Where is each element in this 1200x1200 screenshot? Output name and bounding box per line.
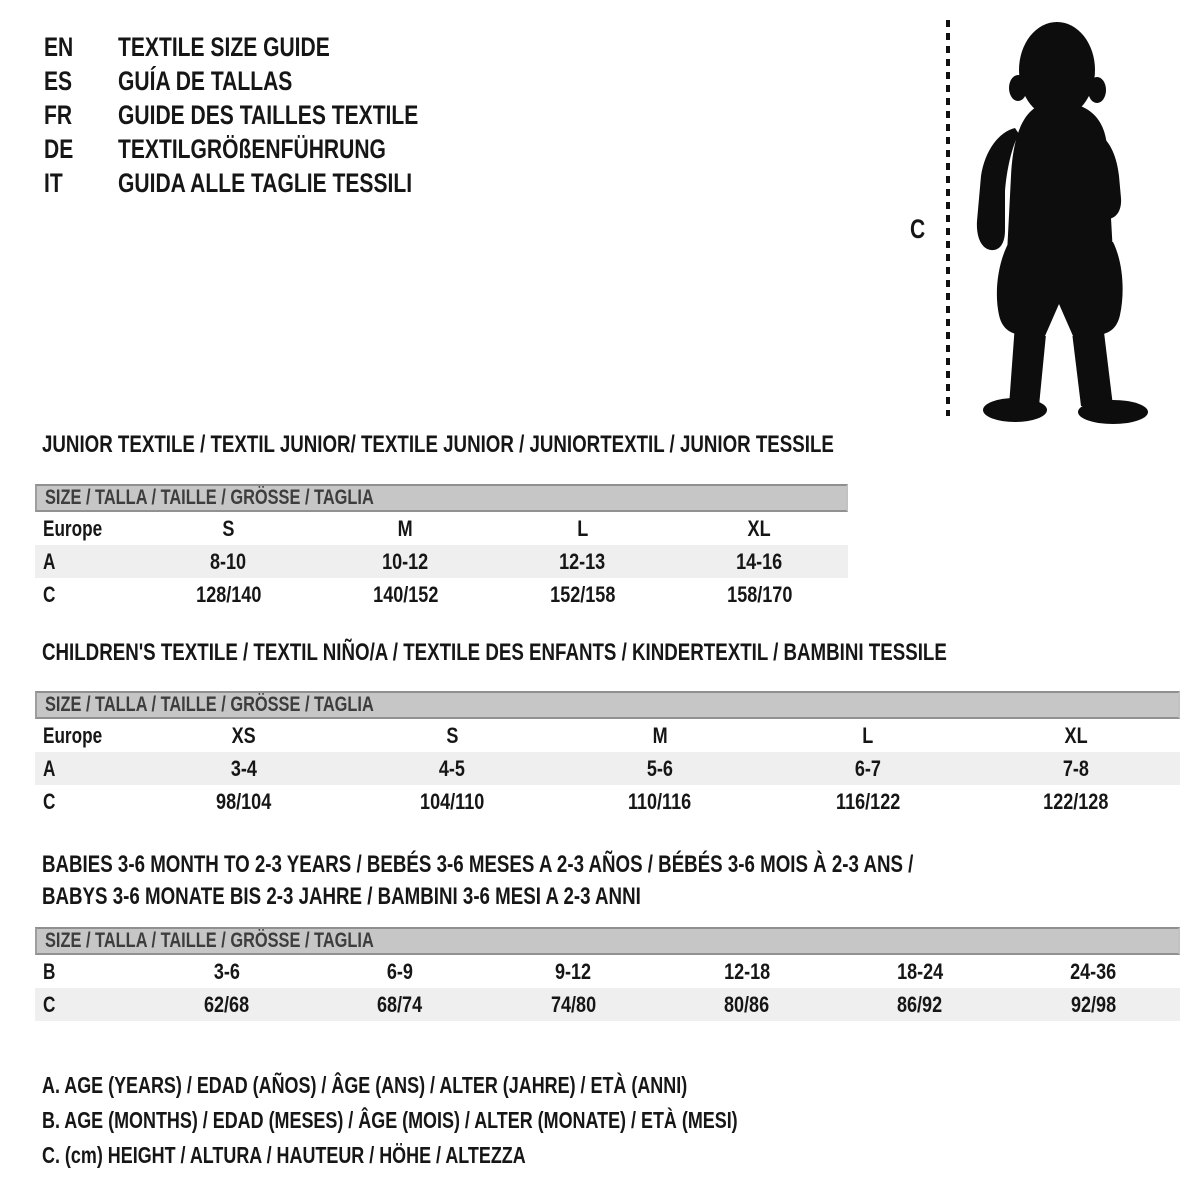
language-code: DE (44, 133, 74, 164)
height-cell: 152/158 (549, 581, 616, 607)
language-title: GUÍA DE TALLAS (118, 65, 293, 96)
row-label: C (43, 581, 56, 607)
babies-title-line2: BABYS 3-6 MONATE BIS 2-3 JAHRE / BAMBINI 3-6 MESI A 2-3 ANNI (42, 883, 641, 910)
age-cell: 14-16 (736, 548, 783, 574)
table-row-age-years (35, 545, 848, 578)
size-cell: S (222, 515, 235, 541)
table-row-europe (35, 719, 1180, 752)
table-row-height (35, 578, 848, 611)
row-label: A (43, 755, 56, 781)
language-code: EN (44, 31, 74, 62)
age-cell: 12-18 (723, 958, 770, 984)
age-cell: 4-5 (438, 755, 466, 781)
legend (42, 1068, 934, 1173)
language-row-fr (44, 98, 503, 132)
size-header-bar: SIZE / TALLA / TAILLE / GRÖSSE / TAGLIA (35, 691, 1180, 719)
age-cell: 12-13 (559, 548, 606, 574)
age-cell: 6-9 (386, 958, 414, 984)
table-row-height (35, 785, 1180, 818)
size-cell: L (576, 515, 589, 541)
height-cell: 98/104 (216, 788, 272, 814)
row-label: C (43, 788, 56, 814)
height-cell: 116/122 (835, 788, 901, 814)
height-cell: 110/116 (628, 788, 692, 814)
height-measure-dashed-line (946, 20, 950, 416)
height-measure-label: C (910, 214, 926, 244)
age-cell: 18-24 (896, 958, 944, 984)
age-cell: 6-7 (854, 755, 882, 781)
row-label: Europe (43, 722, 103, 748)
height-cell: 62/68 (204, 991, 250, 1017)
language-row-es (44, 64, 503, 98)
height-cell: 158/170 (726, 581, 793, 607)
junior-size-table (35, 484, 848, 611)
size-header-bar: SIZE / TALLA / TAILLE / GRÖSSE / TAGLIA (35, 484, 848, 512)
language-title: TEXTILE SIZE GUIDE (118, 31, 330, 62)
row-label: A (43, 548, 56, 574)
legend-age-years: A. AGE (YEARS) / EDAD (AÑOS) / ÂGE (ANS) / ALTER (JAHRE) / ETÀ (ANNI) (42, 1072, 688, 1098)
size-cell: M (652, 722, 668, 748)
age-cell: 5-6 (646, 755, 674, 781)
language-row-it (44, 166, 503, 200)
row-label: B (43, 958, 56, 984)
size-cell: S (445, 722, 459, 748)
size-cell: XS (231, 722, 257, 748)
babies-size-table (35, 927, 1180, 1021)
legend-age-months: B. AGE (MONTHS) / EDAD (MESES) / ÂGE (MOIS) / ALTER (MONATE) / ETÀ (MESI) (42, 1107, 738, 1133)
babies-section-title (42, 849, 1159, 913)
age-cell: 9-12 (555, 958, 592, 984)
height-cell: 140/152 (372, 581, 439, 607)
babies-title-line1: BABIES 3-6 MONTH TO 2-3 YEARS / BEBÉS 3-6 MESES A 2-3 AÑOS / BÉBÉS 3-6 MOIS À 2-3 ANS / (42, 851, 914, 878)
language-row-de (44, 132, 503, 166)
language-title: TEXTILGRÖßENFÜHRUNG (118, 133, 386, 164)
age-cell: 3-4 (230, 755, 258, 781)
table-row-height (35, 988, 1180, 1021)
height-cell: 80/86 (724, 991, 770, 1017)
language-title: GUIDE DES TAILLES TEXTILE (118, 99, 419, 130)
size-cell: L (862, 722, 874, 748)
language-row-en (44, 30, 503, 64)
height-cell: 74/80 (550, 991, 596, 1017)
age-cell: 10-12 (382, 548, 429, 574)
size-cell: M (397, 515, 414, 541)
height-cell: 68/74 (377, 991, 423, 1017)
size-cell: XL (1064, 722, 1088, 748)
legend-height-cm: C. (cm) HEIGHT / ALTURA / HAUTEUR / HÖHE / ALTEZZA (42, 1142, 526, 1168)
table-row-age-months (35, 955, 1180, 988)
height-cell: 86/92 (897, 991, 943, 1017)
row-label: C (43, 991, 56, 1017)
language-code: FR (44, 99, 73, 130)
age-cell: 3-6 (213, 958, 240, 984)
language-code: ES (44, 65, 73, 96)
junior-section-title: JUNIOR TEXTILE / TEXTIL JUNIOR/ TEXTILE JUNIOR / JUNIORTEXTIL / JUNIOR TESSILE (42, 431, 834, 458)
age-cell: 24-36 (1070, 958, 1117, 984)
table-row-age-years (35, 752, 1180, 785)
language-list (44, 30, 503, 200)
language-title: GUIDA ALLE TAGLIE TESSILI (118, 167, 413, 198)
children-size-table (35, 691, 1180, 818)
toddler-silhouette-icon (963, 16, 1163, 428)
age-cell: 8-10 (210, 548, 247, 574)
height-cell: 122/128 (1043, 788, 1109, 814)
language-code: IT (44, 167, 63, 198)
height-cell: 104/110 (419, 788, 485, 814)
height-cell: 92/98 (1070, 991, 1116, 1017)
table-row-europe (35, 512, 848, 545)
children-section-title: CHILDREN'S TEXTILE / TEXTIL NIÑO/A / TEXTILE DES ENFANTS / KINDERTEXTIL / BAMBINI TESSILE (42, 639, 947, 666)
size-header-bar: SIZE / TALLA / TAILLE / GRÖSSE / TAGLIA (35, 927, 1180, 955)
size-cell: XL (747, 515, 772, 541)
height-cell: 128/140 (195, 581, 262, 607)
row-label: Europe (43, 515, 103, 541)
age-cell: 7-8 (1062, 755, 1090, 781)
